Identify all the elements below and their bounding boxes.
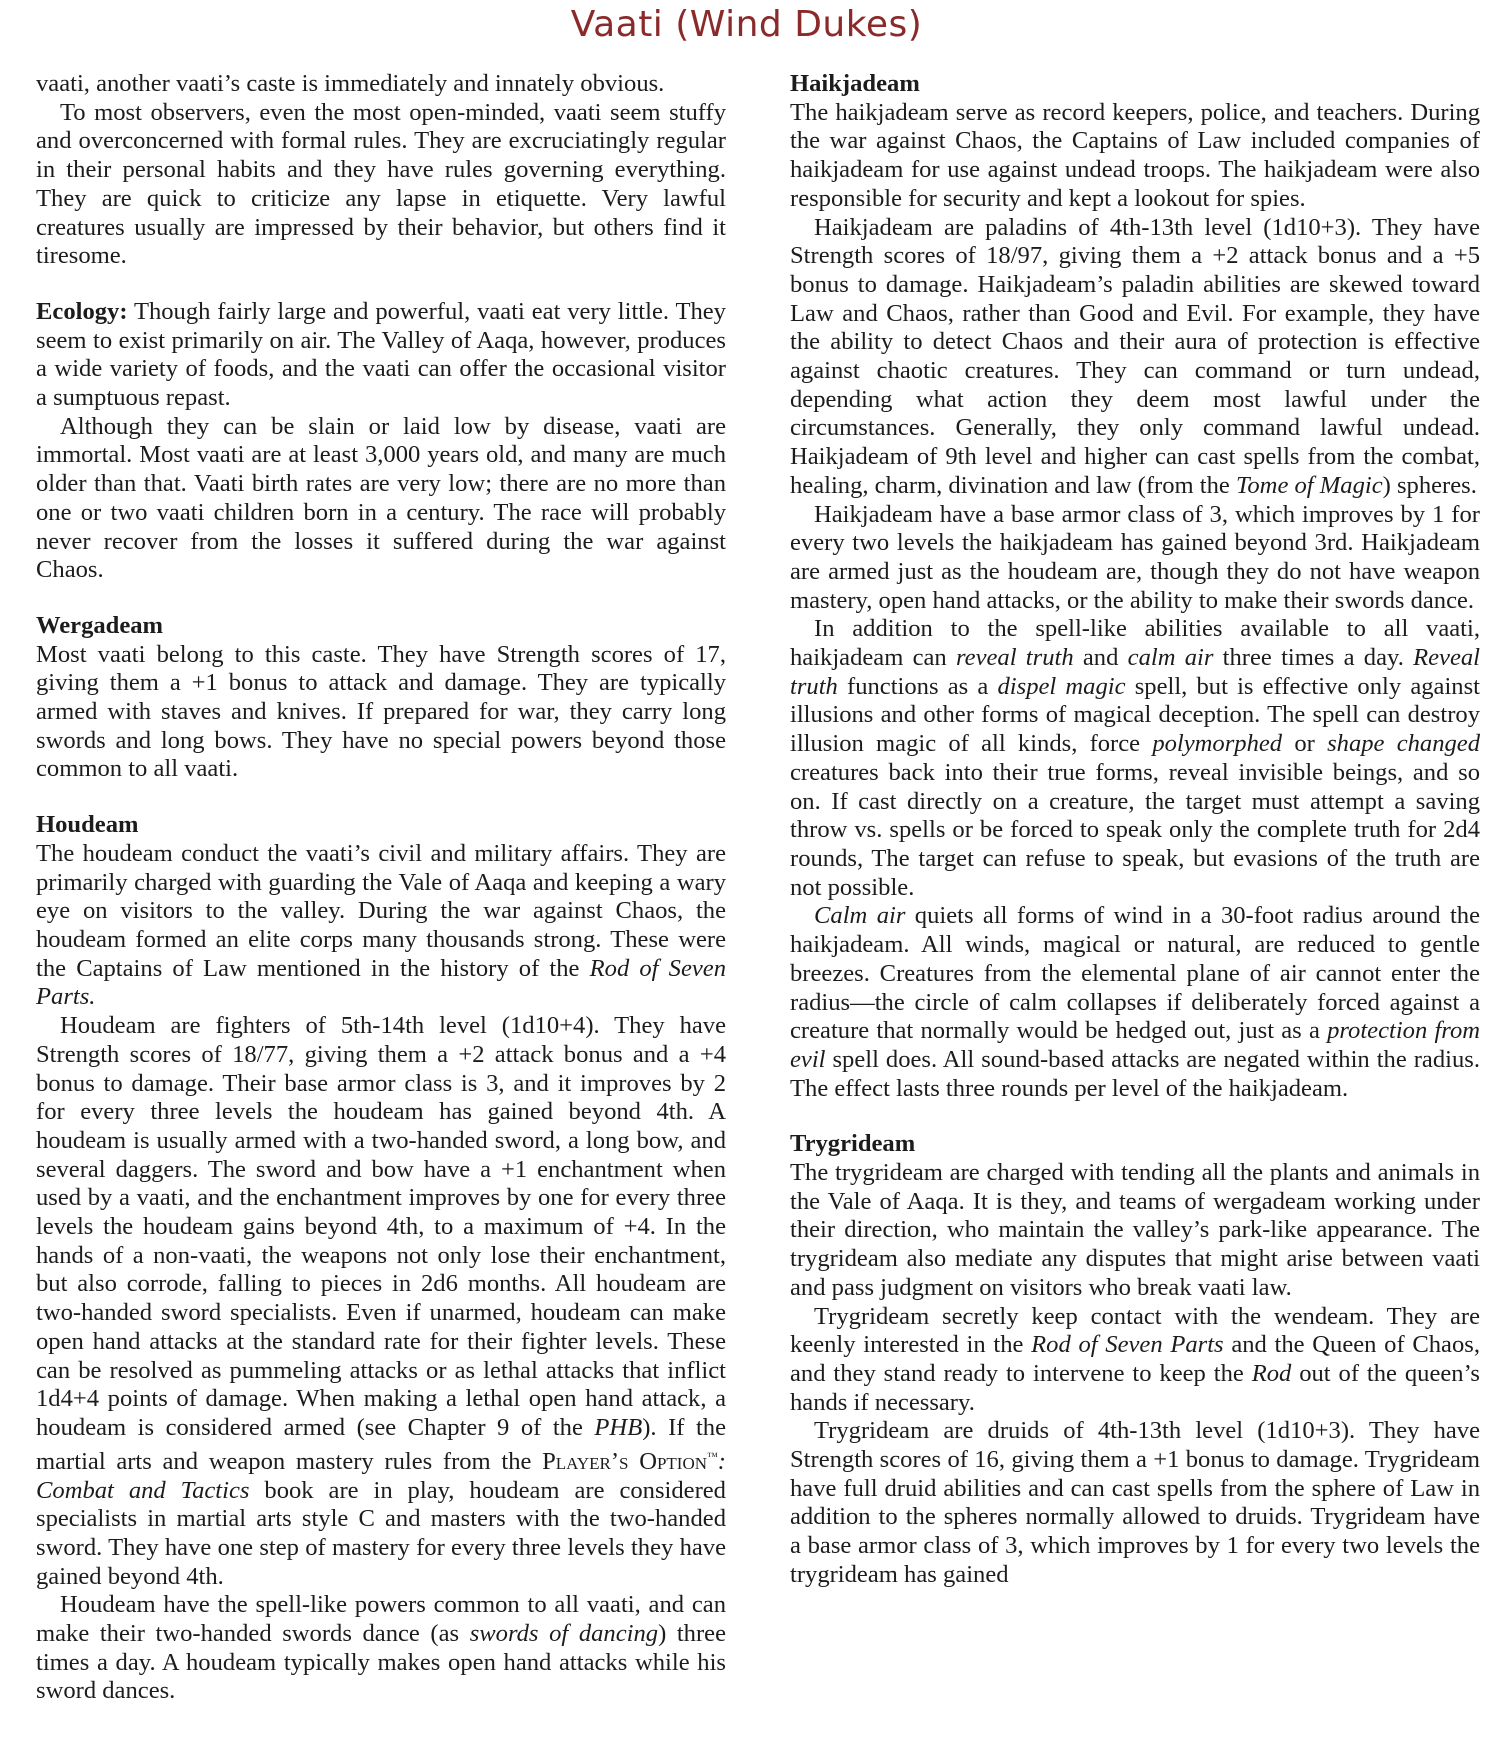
right-column — [790, 70, 1480, 1590]
left-column — [36, 70, 726, 1706]
section-heading-houdeam: Houdeam — [36, 811, 139, 839]
paragraph: Haikjadeam have a base armor class of 3, which improves by 1 for every two levels the haikjadeam has gained beyond 3rd. Haikjadeam are armed just as the houdeam are, though they do not have weapon mastery, open hand attacks, or the ability to make their swords dance. — [790, 500, 1480, 614]
section-heading-trygrideam: Trygrideam — [790, 1130, 916, 1158]
paragraph: The houdeam conduct the vaati’s civil and military affairs. They are primarily charged with guarding the Vale of Aaqa and keeping a wary eye on visitors to the valley. During the war against Chaos, the houdeam formed an elite corps many thousands strong. These were the Captains of Law mentioned in the history of the Rod of Seven Parts. — [36, 839, 727, 1011]
ecology-paragraph: Ecology: Though fairly large and powerful, vaati eat very little. They seem to exist primarily on air. The Valley of Aaqa, however, produces a wide variety of foods, and the vaati can offer the occasional visitor a sumptuous repast. — [36, 297, 726, 412]
paragraph: Trygrideam are druids of 4th-13th level (1d10+3). They have Strength scores of 16, giving them a +1 bonus to damage. Trygrideam have full druid abilities and can cast spells from the sphere of Law in addition to the spheres normally allowed to druids. Trygrideam have a base armor class of 3, which improves by 1 for every two levels the trygrideam has gained — [790, 1417, 1480, 1588]
paragraph: Houdeam are fighters of 5th-14th level (1d10+4). They have Strength scores of 18/77, giving them a +2 attack bonus and a +4 bonus to damage. Their base armor class is 3, and it improves by 2 for every three levels the houdeam has gained beyond 4th. A houdeam is usually armed with a two-handed sword, a long bow, and several daggers. The sword and bow have a +1 enchantment when used by a vaati, and the enchantment improves by one for every three levels the houdeam gains beyond 4th, to a maximum of +4. In the hands of a non-vaati, the weapons not only lose their enchantment, but also corrode, falling to pieces in 2d6 months. All houdeam are two-handed sword specialists. Even if unarmed, houdeam can make open hand attacks at the standard rate for their fighter levels. These can be resolved as pummeling attacks or as lethal attacks that inflict 1d4+4 points of damage. When making a lethal open hand attack, a houdeam is considered armed (see Chapter 9 of the PHB). If the martial arts and weapon mastery rules from the Player’s Option™: Combat and Tactics book are in play, houdeam are considered specialists in martial arts style C and masters with the two-handed sword. They have one step of mastery for every three levels they have gained beyond 4th. — [36, 1012, 727, 1590]
paragraph: To most observers, even the most open-minded, vaati seem stuffy and overconcerned with formal rules. They are excruciatingly regular in their personal habits and they have rules governing everything. They are quick to criticize any lapse in etiquette. Very lawful creatures usually are impressed by their behavior, but others find it tiresome. — [36, 98, 726, 270]
section-heading-wergadeam: Wergadeam — [36, 611, 164, 639]
paragraph: The haikjadeam serve as record keepers, police, and teachers. During the war against Chaos, the Captains of Law included companies of haikjadeam for use against undead troops. The haikjadeam were also responsible for security and kept a lookout for spies. — [790, 98, 1480, 212]
paragraph: Houdeam have the spell-like powers common to all vaati, and can make their two-handed swords dance (as swords of dancing) three times a day. A houdeam typically makes open hand attacks while his sword dances. — [36, 1591, 726, 1705]
paragraph: In addition to the spell-like abilities available to all vaati, haikjadeam can reveal truth and calm air three times a day. Reveal truth functions as a dispel magic spell, but is effective only against illusions and other forms of magical deception. The spell can destroy illusion magic of all kinds, force polymorphed or shape changed creatures back into their true forms, reveal invisible beings, and so on. If cast directly on a creature, the target must attempt a saving throw vs. spells or be forced to speak only the complete truth for 2d4 rounds, The target can refuse to speak, but evasions of the truth are not possible. — [790, 615, 1481, 901]
page-title: Vaati (Wind Dukes) — [570, 4, 923, 45]
paragraph: The trygrideam are charged with tending all the plants and animals in the Vale of Aaqa. It is they, and teams of wergadeam working under their direction, who maintain the valley’s park-like appearance. The trygrideam also mediate any disputes that might arise between vaati and pass judgment on visitors who break vaati law. — [790, 1159, 1480, 1301]
paragraph: Trygrideam secretly keep contact with the wendeam. They are keenly interested in the Rod of Seven Parts and the Queen of Chaos, and they stand ready to intervene to keep the Rod out of the queen’s hands if necessary. — [790, 1302, 1480, 1416]
paragraph: vaati, another vaati’s caste is immediately and innately obvious. — [36, 70, 665, 97]
paragraph: Although they can be slain or laid low by disease, vaati are immortal. Most vaati are at least 3,000 years old, and many are much older than that. Vaati birth rates are very low; there are no more than one or two vaati children born in a century. The race will probably never recover from the losses it suffered during the war against Chaos. — [36, 412, 726, 584]
paragraph: Haikjadeam are paladins of 4th-13th level (1d10+3). They have Strength scores of 18/97, giving them a +2 attack bonus and a +5 bonus to damage. Haikjadeam’s paladin abilities are skewed toward Law and Chaos, rather than Good and Evil. For example, they have the ability to detect Chaos and their aura of protection is effective against chaotic creatures. They can command or turn undead, depending what action they deem most lawful under the circumstances. Generally, they only command lawful undead. Haikjadeam of 9th level and higher can cast spells from the combat, healing, charm, divination and law (from the Tome of Magic) spheres. — [790, 213, 1480, 499]
paragraph: Most vaati belong to this caste. They have Strength scores of 17, giving them a +1 bonus to attack and damage. They are typically armed with staves and knives. If prepared for war, they carry long swords and long bows. They have no special powers beyond those common to all vaati. — [36, 640, 726, 783]
ecology-label: Ecology: — [36, 297, 128, 325]
section-heading-haikjadeam: Haikjadeam — [790, 70, 920, 97]
paragraph: Calm air quiets all forms of wind in a 30-foot radius around the haikjadeam. All winds, magical or natural, are reduced to gentle breezes. Creatures from the elemental plane of air cannot enter the radius—the circle of calm collapses if deliberately forced against a creature that normally would be hedged out, just as a protection from evil spell does. All sound-based attacks are negated within the radius. The effect lasts three rounds per level of the haikjadeam. — [790, 902, 1481, 1102]
